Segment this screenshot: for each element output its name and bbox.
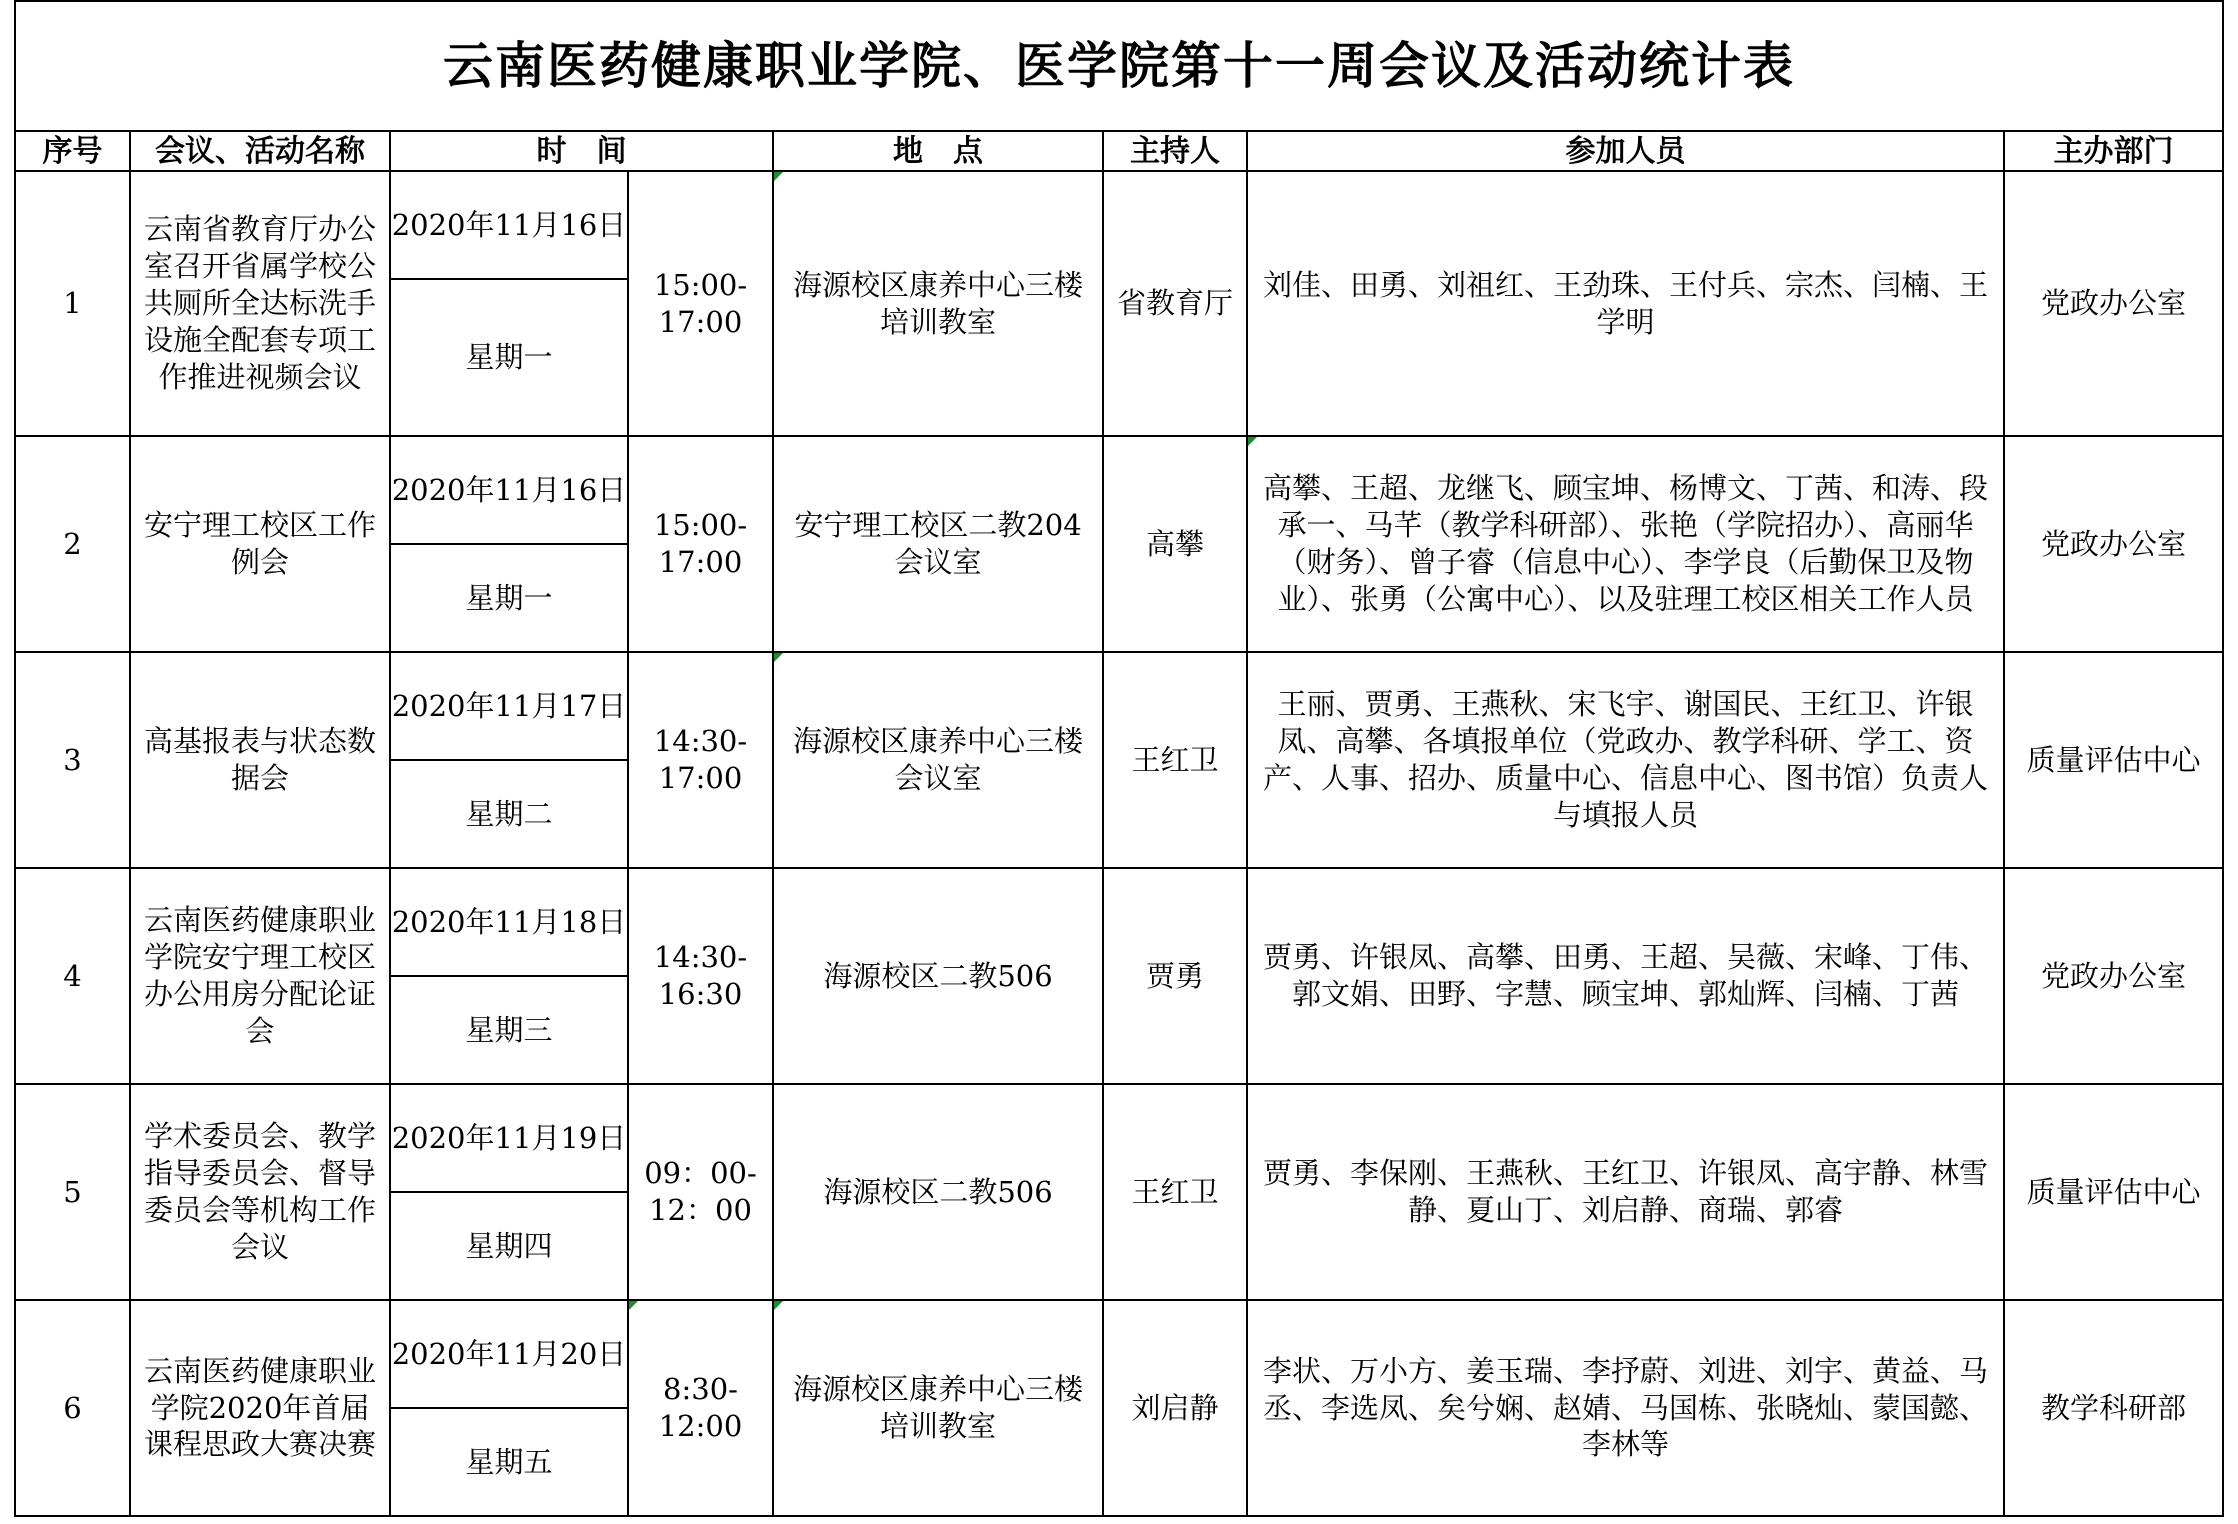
row-participants: 刘佳、田勇、刘祖红、王劲珠、王付兵、宗杰、闫楠、王学明 (1247, 171, 2004, 436)
row-date: 2020年11月19日 (390, 1084, 628, 1192)
header-host: 主持人 (1103, 131, 1247, 171)
row-place: 海源校区二教506 (773, 868, 1103, 1084)
row-name: 学术委员会、教学指导委员会、督导委员会等机构工作会议 (130, 1084, 390, 1300)
row-host: 省教育厅 (1103, 171, 1247, 436)
row-seq: 1 (15, 171, 130, 436)
row-weekday: 星期二 (390, 760, 628, 868)
row-date: 2020年11月20日 (390, 1300, 628, 1408)
row-name: 云南医药健康职业学院2020年首届课程思政大赛决赛 (130, 1300, 390, 1516)
header-seq: 序号 (15, 131, 130, 171)
header-row (15, 131, 2223, 171)
row-host: 贾勇 (1103, 868, 1247, 1084)
row-weekday: 星期五 (390, 1408, 628, 1516)
row-dept: 党政办公室 (2004, 868, 2223, 1084)
table-row (15, 171, 2223, 279)
row-time: 8:30-12:00 (628, 1300, 773, 1516)
header-place: 地 点 (773, 131, 1103, 171)
row-participants: 贾勇、李保刚、王燕秋、王红卫、许银凤、高宇静、林雪静、夏山丁、刘启静、商瑞、郭睿 (1247, 1084, 2004, 1300)
row-host: 高攀 (1103, 436, 1247, 652)
row-place: 海源校区康养中心三楼会议室 (773, 652, 1103, 868)
row-place: 海源校区康养中心三楼培训教室 (773, 1300, 1103, 1516)
row-name: 云南省教育厅办公室召开省属学校公共厕所全达标洗手设施全配套专项工作推进视频会议 (130, 171, 390, 436)
row-date: 2020年11月17日 (390, 652, 628, 760)
row-seq: 3 (15, 652, 130, 868)
row-weekday: 星期一 (390, 544, 628, 652)
table-row (15, 1300, 2223, 1408)
row-weekday: 星期四 (390, 1192, 628, 1300)
row-place: 海源校区二教506 (773, 1084, 1103, 1300)
table-row (15, 652, 2223, 760)
row-place: 海源校区康养中心三楼培训教室 (773, 171, 1103, 436)
row-weekday: 星期三 (390, 976, 628, 1084)
table-row (15, 436, 2223, 544)
row-date: 2020年11月18日 (390, 868, 628, 976)
row-host: 王红卫 (1103, 652, 1247, 868)
row-participants: 王丽、贾勇、王燕秋、宋飞宇、谢国民、王红卫、许银凤、高攀、各填报单位（党政办、教学科研、学工、资产、人事、招办、质量中心、信息中心、图书馆）负责人与填报人员 (1247, 652, 2004, 868)
row-time: 15:00-17:00 (628, 436, 773, 652)
table-row (15, 1084, 2223, 1192)
header-time: 时 间 (390, 131, 773, 171)
header-participants: 参加人员 (1247, 131, 2004, 171)
table-row (15, 868, 2223, 976)
row-dept: 党政办公室 (2004, 436, 2223, 652)
row-participants: 高攀、王超、龙继飞、顾宝坤、杨博文、丁茜、和涛、段承一、马芊（教学科研部）、张艳（学院招办）、高丽华（财务）、曾子睿（信息中心）、李学良（后勤保卫及物业）、张勇（公寓中心）、以及驻理工校区相关工作人员 (1247, 436, 2004, 652)
meeting-schedule-table (14, 0, 2224, 1517)
page-title: 云南医药健康职业学院、医学院第十一周会议及活动统计表 (15, 1, 2223, 131)
row-name: 高基报表与状态数据会 (130, 652, 390, 868)
row-participants: 贾勇、许银凤、高攀、田勇、王超、吴薇、宋峰、丁伟、郭文娟、田野、字慧、顾宝坤、郭灿辉、闫楠、丁茜 (1247, 868, 2004, 1084)
row-name: 安宁理工校区工作例会 (130, 436, 390, 652)
row-host: 王红卫 (1103, 1084, 1247, 1300)
row-time: 14:30-17:00 (628, 652, 773, 868)
row-seq: 2 (15, 436, 130, 652)
row-time: 09：00-12：00 (628, 1084, 773, 1300)
row-date: 2020年11月16日 (390, 171, 628, 279)
row-dept: 质量评估中心 (2004, 652, 2223, 868)
row-place: 安宁理工校区二教204会议室 (773, 436, 1103, 652)
header-name: 会议、活动名称 (130, 131, 390, 171)
header-dept: 主办部门 (2004, 131, 2223, 171)
row-time: 14:30-16:30 (628, 868, 773, 1084)
row-seq: 5 (15, 1084, 130, 1300)
row-name: 云南医药健康职业学院安宁理工校区办公用房分配论证会 (130, 868, 390, 1084)
row-host: 刘启静 (1103, 1300, 1247, 1516)
row-dept: 教学科研部 (2004, 1300, 2223, 1516)
row-seq: 4 (15, 868, 130, 1084)
row-dept: 质量评估中心 (2004, 1084, 2223, 1300)
row-seq: 6 (15, 1300, 130, 1516)
row-dept: 党政办公室 (2004, 171, 2223, 436)
row-weekday: 星期一 (390, 279, 628, 436)
row-participants: 李状、万小方、姜玉瑞、李抒蔚、刘进、刘宇、黄益、马丞、李选凤、矣兮娴、赵婧、马国栋、张晓灿、蒙国懿、李林等 (1247, 1300, 2004, 1516)
row-time: 15:00-17:00 (628, 171, 773, 436)
row-date: 2020年11月16日 (390, 436, 628, 544)
